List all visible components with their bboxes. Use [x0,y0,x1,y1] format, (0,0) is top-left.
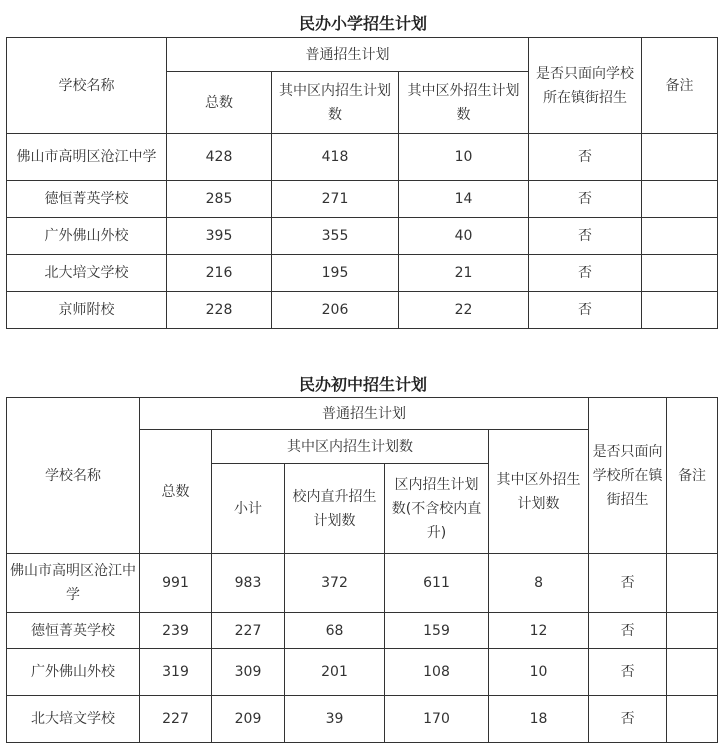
cell-town-only: 否 [589,649,667,696]
header-regular-plan: 普通招生计划 [167,38,529,72]
header-total: 总数 [167,72,272,134]
cell-subtotal: 309 [212,649,285,696]
header-direct: 校内直升招生计划数 [285,464,385,554]
cell-school: 北大培文学校 [7,255,167,292]
cell-remarks [667,696,718,743]
header-regular-plan: 普通招生计划 [140,398,589,430]
cell-town-only: 否 [529,255,642,292]
header-total: 总数 [140,430,212,554]
cell-total: 991 [140,554,212,613]
cell-direct: 39 [285,696,385,743]
header-school-name: 学校名称 [7,398,140,554]
table-row [7,696,718,743]
cell-total: 228 [167,292,272,329]
cell-school: 德恒菁英学校 [7,181,167,218]
middle-plan-title: 民办初中招生计划 [298,375,427,394]
table-row [7,554,718,613]
cell-out: 8 [489,554,589,613]
cell-out: 14 [399,181,529,218]
cell-town-only: 否 [529,134,642,181]
cell-town-only: 否 [589,696,667,743]
cell-total: 239 [140,613,212,649]
header-in-district: 其中区内招生计划数 [212,430,489,464]
cell-subtotal: 983 [212,554,285,613]
cell-out: 10 [489,649,589,696]
table-row [7,181,718,218]
header-out-district: 其中区外招生计划数 [489,430,589,554]
cell-out: 12 [489,613,589,649]
cell-total: 395 [167,218,272,255]
cell-remarks [642,218,718,255]
header-town-only: 是否只面向学校所在镇街招生 [529,38,642,134]
cell-town-only: 否 [589,613,667,649]
table-row [7,134,718,181]
cell-in: 206 [272,292,399,329]
table-row [7,218,718,255]
header-remarks: 备注 [642,38,718,134]
cell-in-excl: 108 [385,649,489,696]
table-row [7,613,718,649]
header-school-name: 学校名称 [7,38,167,134]
table-row [7,255,718,292]
cell-out: 22 [399,292,529,329]
header-in-excl: 区内招生计划数(不含校内直升) [385,464,489,554]
table-row [7,649,718,696]
cell-remarks [642,181,718,218]
cell-out: 21 [399,255,529,292]
header-out-district: 其中区外招生计划数 [399,72,529,134]
cell-in-excl: 611 [385,554,489,613]
primary-table-body [7,134,718,329]
cell-school: 德恒菁英学校 [7,613,140,649]
cell-remarks [667,554,718,613]
header-remarks: 备注 [667,398,718,554]
cell-subtotal: 227 [212,613,285,649]
cell-school: 京师附校 [7,292,167,329]
cell-school: 佛山市高明区沧江中学 [7,134,167,181]
cell-remarks [642,292,718,329]
cell-total: 227 [140,696,212,743]
cell-remarks [642,255,718,292]
cell-school: 北大培文学校 [7,696,140,743]
cell-total: 285 [167,181,272,218]
cell-town-only: 否 [529,181,642,218]
middle-table-body [7,554,718,743]
table-row [7,292,718,329]
cell-direct: 68 [285,613,385,649]
middle-plan-table [6,397,718,743]
cell-town-only: 否 [529,292,642,329]
cell-town-only: 否 [529,218,642,255]
cell-total: 428 [167,134,272,181]
cell-in-excl: 159 [385,613,489,649]
cell-in: 418 [272,134,399,181]
cell-in-excl: 170 [385,696,489,743]
cell-subtotal: 209 [212,696,285,743]
cell-total: 319 [140,649,212,696]
cell-total: 216 [167,255,272,292]
cell-remarks [667,649,718,696]
cell-out: 10 [399,134,529,181]
cell-school: 佛山市高明区沧江中学 [7,554,140,613]
header-subtotal: 小计 [212,464,285,554]
cell-in: 355 [272,218,399,255]
cell-out: 40 [399,218,529,255]
cell-in: 271 [272,181,399,218]
cell-school: 广外佛山外校 [7,649,140,696]
cell-remarks [642,134,718,181]
header-town-only: 是否只面向学校所在镇街招生 [589,398,667,554]
cell-in: 195 [272,255,399,292]
cell-remarks [667,613,718,649]
cell-town-only: 否 [589,554,667,613]
primary-plan-table [6,37,718,329]
cell-school: 广外佛山外校 [7,218,167,255]
header-in-district: 其中区内招生计划数 [272,72,399,134]
cell-direct: 372 [285,554,385,613]
primary-plan-title: 民办小学招生计划 [298,14,427,33]
cell-out: 18 [489,696,589,743]
cell-direct: 201 [285,649,385,696]
